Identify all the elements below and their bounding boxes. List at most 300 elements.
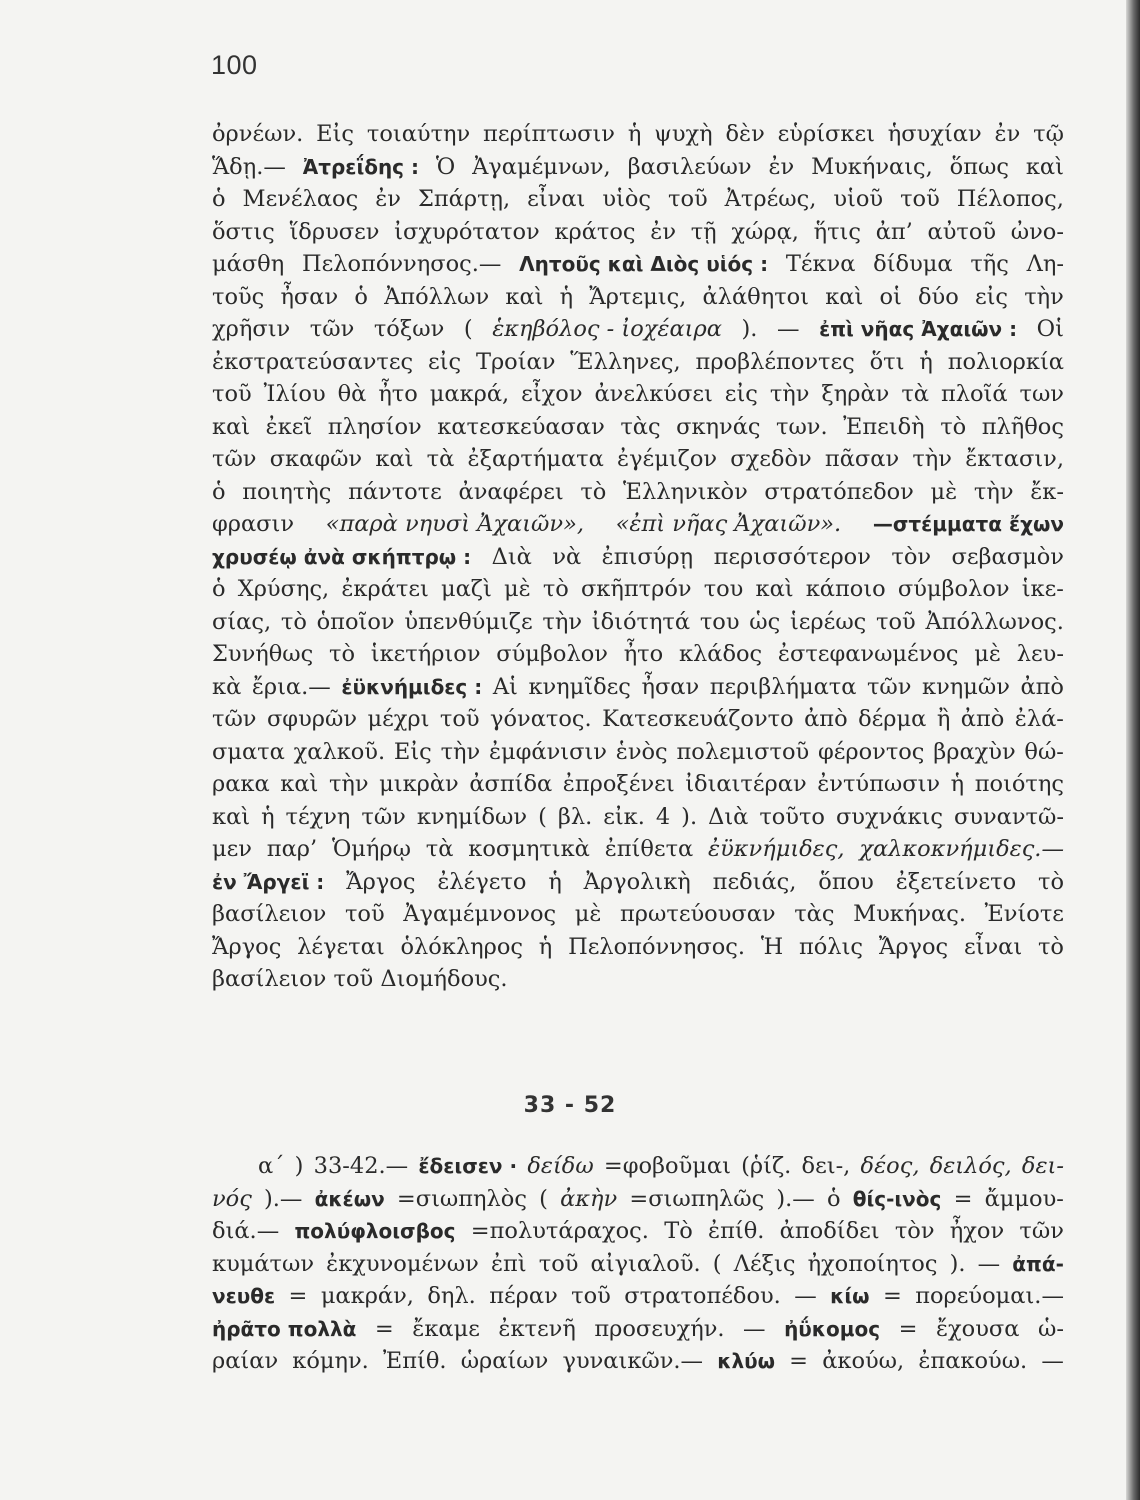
text-word: ἐπροξένει bbox=[562, 771, 675, 797]
text-word: ὁ bbox=[212, 186, 226, 212]
italic-term: «παρὰ νηυσὶ Ἀχαιῶν», bbox=[325, 511, 585, 537]
italic-term: χαλκοκνήμιδες.— bbox=[859, 836, 1064, 862]
text-word: πολιορκία bbox=[947, 348, 1064, 375]
text-line bbox=[212, 963, 1064, 996]
text-word: δηλ. bbox=[427, 1283, 476, 1309]
italic-term: ἀκὴν bbox=[560, 1185, 618, 1212]
text-line bbox=[212, 931, 1064, 964]
lemma-term: ἀπά- bbox=[1012, 1251, 1064, 1276]
text-word: Ἀπόλλωνος. bbox=[925, 608, 1064, 635]
text-line bbox=[212, 216, 1064, 249]
text-word: ἐπακούω. bbox=[918, 1348, 1028, 1374]
text-word: ἡσυχίαν bbox=[887, 121, 982, 147]
text-word: Ἄρτεμις, bbox=[589, 283, 687, 310]
text-word: Ἀγαμέμνονος bbox=[403, 901, 557, 927]
lemma-term: ἠρᾶτο πολλὰ bbox=[212, 1316, 357, 1341]
text-word: πλησίον bbox=[327, 413, 422, 440]
section-heading: 33 - 52 bbox=[523, 1093, 617, 1118]
text-word: Συνήθως bbox=[212, 641, 314, 667]
text-word: γυναικῶν.— bbox=[562, 1348, 704, 1374]
text-word: μὲ bbox=[974, 641, 1001, 667]
lemma-term: ἀκέων bbox=[314, 1186, 385, 1211]
text-word: Ἕλληνες, bbox=[570, 348, 681, 375]
text-word: ὁποῖον bbox=[316, 608, 395, 635]
text-word: ( bbox=[538, 803, 547, 830]
text-word: ἐπίθ. bbox=[708, 1218, 765, 1244]
text-word: ( bbox=[463, 316, 473, 342]
text-word: — bbox=[777, 316, 800, 342]
text-word: ἀνελκύσει bbox=[594, 381, 713, 407]
lemma-term: ἐν Ἄργεϊ : bbox=[212, 869, 325, 894]
text-word: βασίλειον bbox=[212, 901, 327, 927]
text-line bbox=[212, 1150, 1064, 1183]
text-word: τὴν bbox=[440, 738, 481, 765]
text-word: του bbox=[699, 608, 740, 635]
text-word: εἶχον bbox=[521, 381, 583, 407]
text-word: ἐξετείνετο bbox=[895, 868, 1017, 895]
text-word: σύμβολον bbox=[897, 576, 1010, 602]
text-word: Πελοπόννησος. bbox=[568, 933, 746, 960]
text-word: καὶ bbox=[212, 803, 251, 830]
text-word: μακρά, bbox=[429, 381, 510, 407]
text-word: τὴν bbox=[769, 381, 810, 407]
text-word: κράτος bbox=[554, 218, 636, 245]
text-word: περιβλήματα bbox=[709, 673, 857, 700]
text-word: μαζὶ bbox=[440, 576, 492, 602]
lemma-term: κλύω bbox=[717, 1349, 775, 1373]
text-word: τοῦ bbox=[668, 186, 708, 212]
text-word: καὶ bbox=[825, 283, 864, 310]
text-word: κάποιο bbox=[805, 576, 886, 602]
text-word: ).— bbox=[776, 1185, 815, 1212]
text-word: κνημῶν bbox=[922, 673, 1010, 700]
text-word: Ἀργολικὴ bbox=[583, 868, 691, 895]
text-word: τοῦ bbox=[538, 1250, 579, 1277]
text-word: πλῆθος bbox=[981, 413, 1064, 440]
text-word: παρ’ bbox=[266, 836, 318, 862]
text-word: δὲν bbox=[725, 121, 765, 147]
text-line bbox=[212, 1345, 1064, 1378]
lemma-term: ἠΰκομος bbox=[784, 1316, 881, 1341]
text-word: σχεδὸν bbox=[730, 446, 812, 472]
text-word: τὸν bbox=[894, 1218, 935, 1244]
text-word: ὁ bbox=[212, 576, 226, 602]
text-word: προσευχήν. bbox=[594, 1315, 725, 1342]
text-line bbox=[212, 281, 1064, 314]
text-word: νὰ bbox=[552, 543, 582, 570]
text-word: τῶν bbox=[212, 706, 257, 732]
text-word: σφυρῶν bbox=[266, 706, 357, 732]
text-word: στρατοπέδου. bbox=[624, 1283, 781, 1309]
text-word: = bbox=[374, 1315, 394, 1342]
text-word: ἐκράτει bbox=[341, 576, 429, 602]
text-word: καὶ bbox=[212, 413, 251, 440]
text-word: κατεσκεύασαν bbox=[437, 413, 605, 440]
text-word: τῇ bbox=[690, 218, 717, 245]
text-word: δέρμα bbox=[858, 706, 927, 732]
text-word: Ἄργος bbox=[346, 868, 416, 895]
text-word: ἥτις bbox=[813, 218, 861, 245]
text-word: προβλέποντες bbox=[695, 348, 855, 375]
text-word: ἔκτασιν, bbox=[965, 446, 1064, 472]
text-word: Λη- bbox=[1026, 251, 1064, 277]
text-word: ἐπίθετα bbox=[604, 836, 694, 862]
text-word: Μενέλαος bbox=[242, 186, 359, 212]
text-word: αὐτοῦ bbox=[927, 218, 997, 245]
text-line bbox=[212, 671, 1064, 704]
text-word: — bbox=[1041, 1348, 1064, 1374]
text-word: τὰ bbox=[426, 446, 455, 472]
text-word: ἔρια.— bbox=[251, 673, 331, 700]
text-word: ὁ bbox=[212, 478, 226, 505]
text-word: ἐγέμιζον bbox=[617, 446, 718, 472]
text-word: ἠχοποίητος bbox=[807, 1250, 938, 1277]
text-word: καὶ bbox=[375, 446, 414, 472]
text-word: δίδυμα bbox=[873, 251, 953, 277]
lemma-term: Ἀτρεΐδης : bbox=[302, 154, 419, 179]
text-word: ἡ bbox=[548, 868, 562, 895]
text-word: ἐπὶ bbox=[490, 1250, 527, 1277]
text-word: τὸν bbox=[891, 543, 932, 570]
commentary-paragraph bbox=[212, 118, 1064, 996]
text-word: ( bbox=[539, 1185, 548, 1212]
book-spine-shadow bbox=[1126, 0, 1140, 1500]
text-word: αἰγιαλοῦ. bbox=[590, 1250, 701, 1277]
text-word: ἡ bbox=[538, 933, 553, 960]
text-word: βασίλειον τοῦ Διομήδους. bbox=[212, 966, 508, 992]
text-word: εὑρίσκει bbox=[777, 121, 875, 147]
lemma-term: πολύφλοισβος bbox=[294, 1219, 456, 1243]
text-word: ἐν bbox=[375, 186, 401, 212]
text-word: Ἐπίθ. bbox=[383, 1348, 447, 1374]
text-word: Ἅδῃ.— bbox=[212, 153, 286, 180]
lemma-term: Λητοῦς καὶ Διὸς υἱός : bbox=[519, 252, 769, 276]
text-word: ἐστεφανωμένος bbox=[777, 641, 959, 667]
text-word: τέχνη bbox=[285, 803, 351, 830]
text-word: κὰ bbox=[212, 673, 242, 700]
text-word: συναντῶ- bbox=[953, 803, 1064, 830]
text-word: μὲ bbox=[503, 576, 531, 602]
text-word: (ῥίζ. bbox=[741, 1153, 792, 1179]
text-word: μικρὰν bbox=[379, 771, 459, 797]
text-word: ποιότης bbox=[974, 771, 1064, 797]
text-word: θώ- bbox=[1024, 738, 1064, 765]
text-word: καὶ bbox=[280, 771, 319, 797]
text-word: ἀκούω, bbox=[822, 1348, 905, 1374]
text-word: στρατόπεδον bbox=[764, 478, 914, 505]
text-word: γόνατος. bbox=[490, 706, 592, 732]
text-word: τοῦ bbox=[900, 186, 940, 212]
text-word: τοιαύτην bbox=[366, 121, 471, 147]
text-word: ἐλέγετο bbox=[437, 868, 527, 895]
text-word: ὡραίων bbox=[460, 1348, 549, 1374]
text-word: Μυκήναις, bbox=[811, 153, 933, 180]
text-word: τοῦ bbox=[344, 901, 385, 927]
lemma-term: θίς-ινὸς bbox=[852, 1186, 942, 1211]
text-word: Οἱ bbox=[1036, 316, 1064, 342]
text-word: ἐλά- bbox=[1014, 706, 1064, 732]
text-word: περίπτωσιν bbox=[483, 121, 615, 147]
text-word: τῆς bbox=[970, 251, 1009, 277]
text-word: χρῆσιν bbox=[212, 316, 291, 342]
text-word: τῶν bbox=[1019, 1218, 1064, 1244]
text-word: οἱ bbox=[879, 283, 902, 310]
text-word: ἀπὸ bbox=[804, 706, 848, 732]
lemma-term: κίω bbox=[830, 1284, 870, 1308]
text-word: ὁ bbox=[354, 283, 368, 310]
text-line bbox=[212, 411, 1064, 444]
text-word: πάντοτε bbox=[348, 478, 442, 505]
text-word: σκαφῶν bbox=[269, 446, 363, 472]
text-word: καὶ bbox=[755, 576, 794, 602]
text-word: πολεμιστοῦ bbox=[676, 738, 810, 765]
text-word: διά.— bbox=[212, 1218, 280, 1244]
text-word: =σιωπηλῶς bbox=[629, 1185, 765, 1212]
text-line bbox=[212, 833, 1064, 866]
text-word: Τέκνα bbox=[785, 251, 856, 277]
text-word: πρωτεύουσαν bbox=[620, 901, 776, 927]
lemma-term: χρυσέῳ ἀνὰ σκήπτρῳ : bbox=[212, 544, 472, 569]
text-word: ἐπισύρῃ bbox=[601, 543, 694, 570]
text-word: ἔκαμε bbox=[412, 1315, 480, 1342]
text-word: τὰ bbox=[425, 836, 454, 862]
text-word: ). bbox=[741, 316, 758, 342]
text-word: κνημῖδες bbox=[528, 673, 631, 700]
text-word: βλ. bbox=[557, 803, 593, 830]
text-word: χώρᾳ, bbox=[731, 218, 799, 245]
text-word: Ἄργος bbox=[878, 933, 949, 960]
text-word: ).— bbox=[264, 1185, 303, 1212]
text-line bbox=[212, 443, 1064, 476]
text-word: ψυχὴ bbox=[654, 121, 713, 147]
text-word: κοσμητικὰ bbox=[468, 836, 590, 862]
text-word: ἐκτενῆ bbox=[498, 1315, 576, 1342]
text-word: ἦσαν bbox=[641, 673, 700, 700]
text-word: σύμβολον bbox=[496, 641, 608, 667]
text-word: τὸ bbox=[580, 478, 607, 505]
text-word: Ἀτρέως, bbox=[724, 186, 817, 212]
text-word: λέγεται bbox=[297, 933, 385, 960]
text-word: ἦτο bbox=[378, 381, 418, 407]
italic-term: δει- bbox=[1021, 1153, 1064, 1179]
text-word: πορεύομαι.— bbox=[915, 1283, 1064, 1309]
text-word: βραχὺν bbox=[933, 738, 1016, 765]
text-word: φέροντος bbox=[817, 738, 925, 765]
text-word: ἔχουσα bbox=[935, 1315, 1020, 1342]
text-word: ἐντύπωσιν bbox=[817, 771, 941, 797]
text-word: φρασιν bbox=[212, 511, 295, 537]
text-word: συχνάκις bbox=[835, 803, 943, 830]
text-word: ὡς bbox=[749, 608, 781, 635]
text-word: Σπάρτῃ, bbox=[417, 186, 511, 212]
text-word: ἡ bbox=[627, 121, 642, 147]
text-word: τοῦ bbox=[439, 706, 480, 732]
text-word: σίας, bbox=[212, 608, 272, 635]
lemma-term: ἔδεισεν · bbox=[418, 1154, 518, 1178]
text-word: τὰς bbox=[794, 901, 835, 927]
text-word: ἄμμου- bbox=[984, 1185, 1064, 1212]
text-word: ἐξαρτήματα bbox=[467, 446, 604, 472]
lemma-term: νευθε bbox=[212, 1284, 276, 1308]
text-line bbox=[212, 1313, 1064, 1346]
text-word: ὀρνέων. bbox=[212, 121, 304, 147]
text-word: ἐμφάνισιν bbox=[488, 738, 607, 765]
text-word: του bbox=[703, 576, 744, 602]
text-word: = bbox=[882, 1283, 902, 1309]
text-line bbox=[212, 898, 1064, 931]
text-word: ἀπὸ bbox=[960, 706, 1005, 732]
lemma-term: —στέμματα ἔχων bbox=[872, 512, 1064, 536]
text-word: = bbox=[953, 1185, 973, 1212]
text-word: ἱκε- bbox=[1021, 576, 1064, 602]
text-word: ἀπὸ bbox=[1020, 673, 1064, 700]
text-word: κλάδος bbox=[678, 641, 763, 667]
text-word: ἑνὸς bbox=[615, 738, 668, 765]
text-word: ἱερέως bbox=[789, 608, 867, 635]
text-word: λευ- bbox=[1016, 641, 1064, 667]
text-line bbox=[212, 313, 1064, 346]
text-line bbox=[212, 1248, 1064, 1281]
text-line bbox=[212, 118, 1064, 151]
text-word: εἶναι bbox=[963, 933, 1023, 960]
text-line bbox=[212, 541, 1064, 574]
text-line bbox=[212, 801, 1064, 834]
text-line bbox=[212, 866, 1064, 899]
lemma-term: ἐϋκνήμιδες : bbox=[341, 674, 483, 699]
text-word: Ἑλληνικὸν bbox=[623, 478, 748, 505]
text-word: Λέξις bbox=[733, 1250, 796, 1277]
text-word: τῶν bbox=[361, 803, 406, 830]
text-word: εἰς bbox=[724, 381, 758, 407]
text-line bbox=[212, 151, 1064, 184]
italic-term: «ἐπὶ νῆας Ἀχαιῶν». bbox=[615, 511, 842, 537]
text-word: πόλις bbox=[798, 933, 863, 960]
text-word: ὑπενθύμιζε bbox=[404, 608, 533, 635]
page-number: 100 bbox=[211, 50, 258, 80]
text-word: Ὁ bbox=[435, 153, 456, 180]
text-word: Κατεσκευάζοντο bbox=[602, 706, 794, 732]
text-word: σεβασμὸν bbox=[951, 543, 1064, 570]
text-word: ἀλάθητοι bbox=[702, 283, 810, 310]
italic-term: δείδω bbox=[527, 1153, 594, 1179]
text-word: ρακα bbox=[212, 771, 270, 797]
text-word: Διὰ bbox=[708, 803, 749, 830]
text-word: τὴν bbox=[542, 608, 583, 635]
text-word: κυμάτων bbox=[212, 1250, 315, 1277]
text-word: = bbox=[288, 1283, 308, 1309]
text-line bbox=[212, 736, 1064, 769]
italic-term: δειλός, bbox=[929, 1153, 1012, 1179]
text-word: Χρύσης, bbox=[237, 576, 330, 602]
text-word: ἀναφέρει bbox=[458, 478, 564, 505]
text-line bbox=[212, 573, 1064, 606]
text-word: Ἰλίου bbox=[263, 381, 326, 407]
text-line bbox=[212, 183, 1064, 216]
text-word: εἰκ. bbox=[603, 803, 645, 830]
text-word: τὴν bbox=[973, 478, 1014, 505]
text-word: 33-42.— bbox=[313, 1153, 409, 1179]
text-word: ἐκχυνομένων bbox=[326, 1250, 479, 1277]
text-word: εἶναι bbox=[527, 186, 586, 212]
text-word: ) bbox=[294, 1153, 304, 1179]
text-word: σκηνάς bbox=[676, 413, 761, 440]
lemma-term: ἐπὶ νῆας Ἀχαιῶν : bbox=[819, 317, 1018, 341]
text-word: κόμην. bbox=[292, 1348, 369, 1374]
text-word: δει-, bbox=[801, 1153, 851, 1179]
text-word: ἦτο bbox=[623, 641, 664, 667]
text-word: ἐκεῖ bbox=[265, 413, 313, 440]
text-word: τοῦ bbox=[212, 381, 252, 407]
text-line bbox=[212, 346, 1064, 379]
text-word: ποιητὴς bbox=[242, 478, 332, 505]
text-word: ραίαν bbox=[212, 1348, 279, 1374]
text-word: μὲ bbox=[574, 901, 602, 927]
text-word: τὸ bbox=[542, 576, 569, 602]
text-word: Διὰ bbox=[491, 543, 532, 570]
text-word: Ἀγαμέμνων, bbox=[472, 153, 611, 180]
text-word: μὲ bbox=[930, 478, 958, 505]
text-word: 4 bbox=[655, 803, 671, 830]
text-word: σματα bbox=[212, 738, 285, 765]
text-word: πλοῖά bbox=[940, 381, 1008, 407]
text-line bbox=[212, 703, 1064, 736]
text-word: ὡ- bbox=[1037, 1315, 1064, 1342]
italic-term: δέος, bbox=[860, 1153, 920, 1179]
text-word: ἀσπίδα bbox=[469, 771, 553, 797]
text-word: ἀποδίδει bbox=[779, 1218, 880, 1244]
text-word: μεν bbox=[212, 836, 252, 862]
text-word: τοῦτο bbox=[759, 803, 825, 830]
text-word: υἱὸς bbox=[602, 186, 651, 212]
text-line bbox=[212, 508, 1064, 541]
text-word: των bbox=[1019, 381, 1064, 407]
text-line bbox=[212, 1183, 1064, 1216]
text-word: καὶ bbox=[505, 283, 544, 310]
text-word: θὰ bbox=[337, 381, 367, 407]
text-word: δύο bbox=[918, 283, 959, 310]
text-word: ἡ bbox=[919, 348, 933, 375]
text-word: — bbox=[743, 1315, 766, 1342]
text-word: κνημίδων bbox=[416, 803, 528, 830]
text-word: ( bbox=[712, 1250, 722, 1277]
text-word: ἐν bbox=[994, 121, 1021, 147]
text-word: ἐν bbox=[768, 153, 795, 180]
text-word: =σιωπηλὸς bbox=[396, 1185, 527, 1212]
text-word: τὸ bbox=[329, 641, 355, 667]
text-word: Εἰς bbox=[316, 121, 355, 147]
text-word: ἡ bbox=[261, 803, 275, 830]
text-word: Ἄργος bbox=[212, 933, 282, 960]
text-word: ἰδιότητά bbox=[591, 608, 691, 635]
text-word: =φοβοῦμαι bbox=[603, 1153, 731, 1179]
text-word: ). bbox=[949, 1250, 966, 1277]
text-word: τοῦς bbox=[212, 283, 265, 310]
text-line bbox=[212, 638, 1064, 671]
text-word: πέραν bbox=[489, 1283, 558, 1309]
text-word: ἐν bbox=[650, 218, 677, 245]
italic-term: νός bbox=[212, 1185, 252, 1212]
text-word: Αἱ bbox=[492, 673, 518, 700]
text-line bbox=[212, 378, 1064, 411]
text-word: ἰσχυρότατον bbox=[394, 218, 540, 245]
text-word: χαλκοῦ. bbox=[293, 738, 386, 765]
text-line bbox=[212, 248, 1064, 281]
text-word: Τροίαν bbox=[475, 348, 556, 375]
text-word: Πελοπόννησος.— bbox=[301, 251, 502, 277]
text-word: ὅπου bbox=[818, 868, 874, 895]
text-word: πεδιάς, bbox=[712, 868, 797, 895]
text-word: Ἡ bbox=[760, 933, 784, 960]
